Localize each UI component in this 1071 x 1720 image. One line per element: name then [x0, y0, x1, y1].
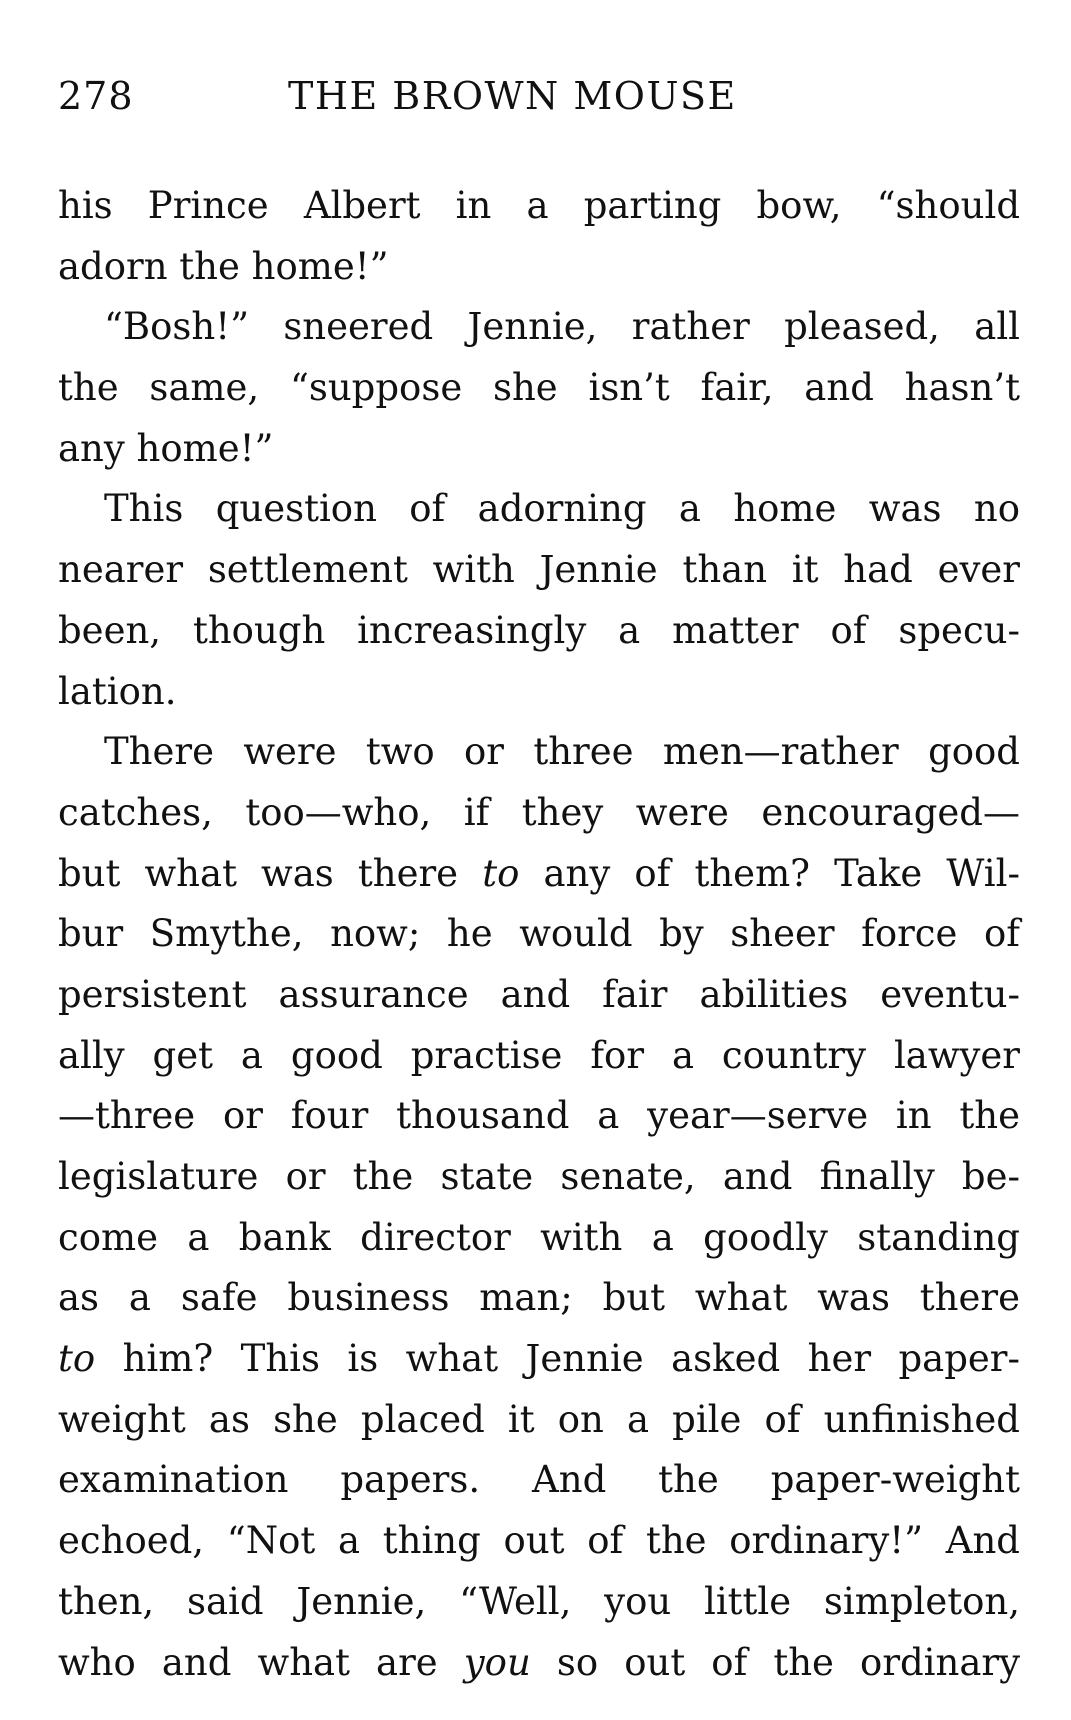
paragraph-start-line: “Bosh!” sneered Jennie, rather pleased, all	[104, 305, 1020, 349]
paragraph-start-line: This question of adorning a home was no	[104, 487, 1020, 531]
text-line: nearer settlement with Jennie than it had ever	[58, 548, 1020, 592]
text-run: him? This is what Jennie asked her paper-	[95, 1337, 1020, 1381]
body-text	[58, 176, 1020, 1693]
text-line: echoed, “Not a thing out of the ordinary!” And	[58, 1519, 1020, 1563]
text-line: persistent assurance and fair abilities eventu-	[58, 972, 1020, 1016]
text-line: legislature or the state senate, and finally be-	[58, 1155, 1020, 1198]
text-line: his Prince Albert in a parting bow, “should	[58, 184, 1020, 227]
paragraph-start-line: There were two or three men—rather good	[104, 730, 1020, 774]
italic-emphasis: to	[482, 851, 520, 895]
text-run: so out of the ordinary	[530, 1640, 1020, 1684]
running-head	[58, 74, 1020, 124]
text-line	[58, 1633, 1020, 1694]
text-line: weight as she placed it on a pile of unfinished	[58, 1397, 1020, 1441]
text-line: catches, too—who, if they were encouraged—	[58, 790, 1020, 834]
text-run: who and what are	[58, 1640, 464, 1684]
text-line: adorn the home!”	[58, 244, 389, 288]
page-number: 278	[58, 74, 134, 118]
text-run: but what was there	[58, 851, 483, 895]
text-line: lation.	[58, 669, 177, 713]
italic-emphasis: to	[58, 1337, 96, 1381]
text-line	[58, 1329, 1020, 1390]
text-line: the same, “suppose she isn’t fair, and hasn’t	[58, 366, 1020, 410]
text-run: any of them? Take Wil-	[519, 851, 1020, 895]
text-line	[58, 844, 1020, 905]
text-line: then, said Jennie, “Well, you little simpleton,	[58, 1579, 1020, 1623]
text-line: come a bank director with a goodly standing	[58, 1215, 1020, 1259]
text-line: examination papers. And the paper-weight	[58, 1458, 1020, 1502]
text-line: ally get a good practise for a country lawyer	[58, 1033, 1020, 1077]
text-line: bur Smythe, now; he would by sheer force of	[58, 912, 1020, 956]
text-line: as a safe business man; but what was there	[58, 1276, 1020, 1320]
book-title: THE BROWN MOUSE	[288, 74, 737, 118]
text-line: any home!”	[58, 426, 274, 470]
text-line: —three or four thousand a year—serve in the	[58, 1094, 1020, 1138]
book-page	[58, 0, 1020, 1720]
text-line: been, though increasingly a matter of specu-	[58, 608, 1020, 652]
italic-emphasis: you	[463, 1640, 531, 1684]
